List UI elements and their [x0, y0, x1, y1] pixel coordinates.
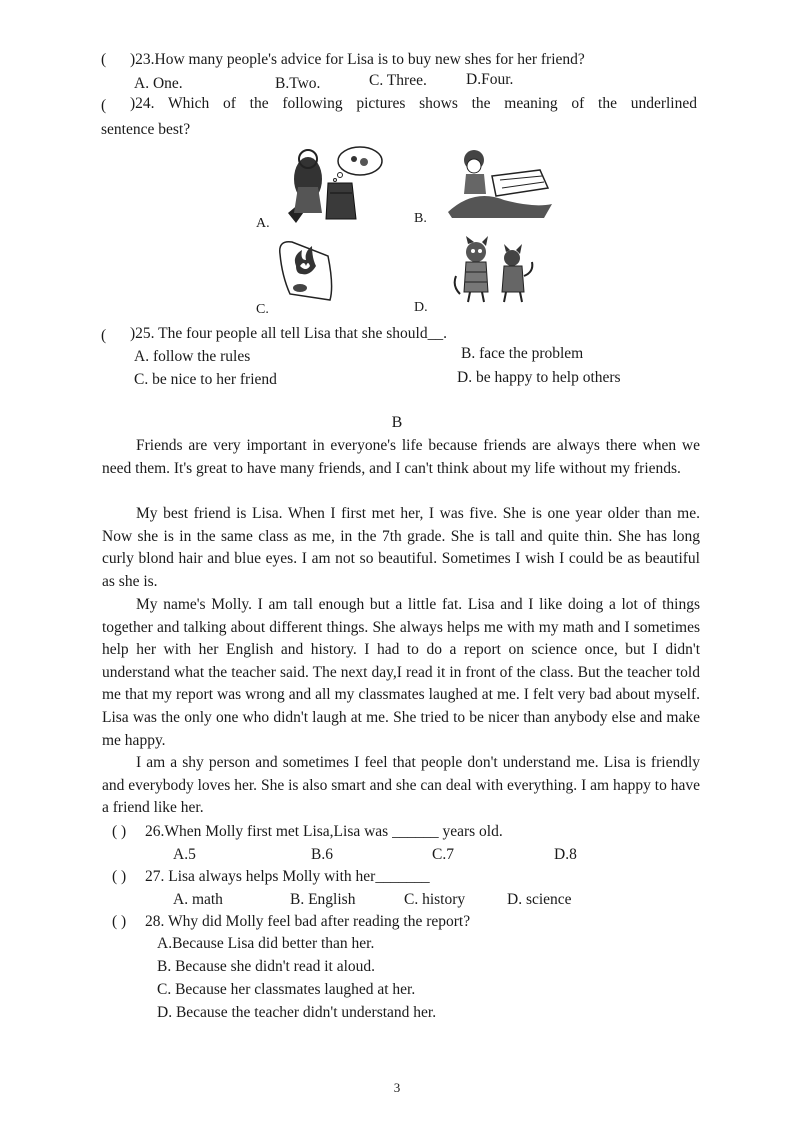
q23-paren: ( — [101, 51, 107, 68]
q24-stem-line2: sentence best? — [101, 121, 191, 138]
picture-a-man-chopping-tree-icon — [278, 143, 386, 229]
passage-paragraph-1: Friends are very important in everyone's life because friends are always there when we need them. It's great to have many friends, and I can't think about my life without my friends. — [102, 437, 700, 477]
q26-option-a: A.5 — [173, 846, 196, 863]
q28-option-d: D. Because the teacher didn't understand her. — [157, 1004, 437, 1021]
q25-option-c: C. be nice to her friend — [134, 371, 277, 388]
q23-option-d: D.Four. — [466, 71, 514, 88]
passage-paragraph-2: My best friend is Lisa. When I first met her, I was five. She is one year older than me. Now she is in the same class as me, in the 7th grade. She is tall and quite thin. She has long curly blond hair and blue eyes. I am not so beautiful. Sometimes I wish I could be as beautiful as she is. — [102, 505, 700, 590]
passage-paragraph-3: My name's Molly. I am tall enough but a little fat. Lisa and I like doing a lot of things together and talking about different things. She always helps me with my math and I sometimes help her with her English and history. I had to do a report on science once, but I didn't understand what the teacher said. The next day,I read it in front of the class. But the teacher told me that my report was wrong and all my classmates laughed at me. I felt very bad about myself. Lisa was the only one who didn't laugh at me. She tried to be nicer than anybody else and make me happy. — [102, 596, 700, 749]
q28-option-b: B. Because she didn't read it aloud. — [157, 958, 376, 975]
passage-paragraph-4: I am a shy person and sometimes I feel that people don't understand me. Lisa is friendly and everybody loves her. She is also smart and she can deal with everything. I am happy to have a friend like her. — [102, 754, 700, 817]
q27-option-d: D. science — [507, 891, 572, 908]
q27-paren: ( ) — [112, 868, 127, 885]
q25-paren: ( — [101, 327, 107, 344]
q23-option-b: B.Two. — [275, 75, 321, 92]
q26-stem: 26.When Molly first met Lisa,Lisa was ______ years old. — [145, 823, 503, 840]
q23-option-c: C. Three. — [369, 72, 427, 89]
q23-stem: )23.How many people's advice for Lisa is to buy new shes for her friend? — [130, 51, 585, 68]
q26-paren: ( ) — [112, 823, 127, 840]
q28-option-a: A.Because Lisa did better than her. — [157, 935, 375, 952]
q27-option-c: C. history — [404, 891, 466, 908]
q25-option-b: B. face the problem — [461, 345, 584, 362]
q25-option-d: D. be happy to help others — [457, 369, 621, 386]
picture-b-label: B. — [414, 211, 427, 226]
picture-a-label: A. — [256, 216, 270, 231]
q26-option-c: C.7 — [432, 846, 454, 863]
picture-d-label: D. — [414, 300, 428, 315]
q27-stem: 27. Lisa always helps Molly with her_______ — [145, 868, 430, 885]
q25-stem: )25. The four people all tell Lisa that she should__. — [130, 325, 447, 342]
picture-b-child-with-boat-icon — [444, 148, 556, 220]
picture-c-label: C. — [256, 302, 269, 317]
q28-option-c: C. Because her classmates laughed at her. — [157, 981, 416, 998]
q26-option-d: D.8 — [554, 846, 577, 863]
q24-paren: ( — [101, 97, 107, 114]
picture-d-two-cats-icon — [452, 236, 536, 306]
q27-option-b: B. English — [290, 891, 356, 908]
q23-option-a: A. One. — [134, 75, 183, 92]
q24-stem-line1: )24. Which of the following pictures shows the meaning of the underlined — [130, 95, 697, 112]
q26-option-b: B.6 — [311, 846, 333, 863]
q28-paren: ( ) — [112, 913, 127, 930]
page-number: 3 — [393, 1080, 401, 1095]
q25-option-a: A. follow the rules — [134, 348, 251, 365]
picture-c-burning-paper-icon — [276, 236, 336, 308]
q27-option-a: A. math — [173, 891, 223, 908]
q28-stem: 28. Why did Molly feel bad after reading the report? — [145, 913, 471, 930]
section-b-heading: B — [391, 414, 403, 431]
